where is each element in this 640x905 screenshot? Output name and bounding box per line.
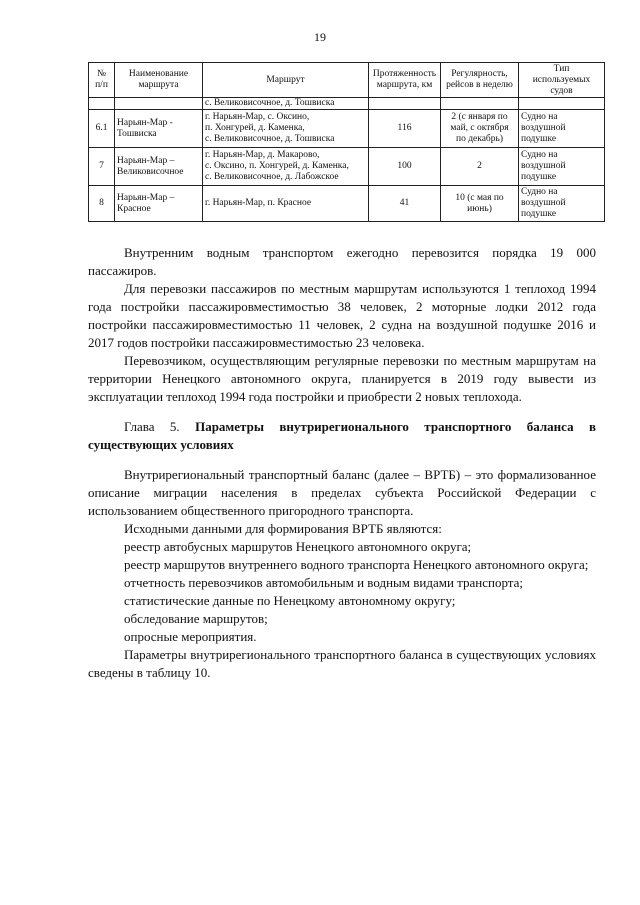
cell-route: г. Нарьян-Мар, п. Красное [203,186,369,222]
chapter-heading [88,418,596,454]
paragraph-passengers: Внутренним водным транспортом ежегодно перевозится порядка 19 000 пассажиров. [88,245,596,278]
table-row [89,148,605,186]
cell-regularity [441,98,519,110]
paragraph-carrier-plans: Перевозчиком, осуществляющим регулярные перевозки по местным маршрутам на территории Ненецкого автономного округа, планируется в 2019 году вывести из эксплуатации теплоход 1994 года постройки и приобрести 2 новых теплохода. [88,353,596,404]
header-num: № п/п [89,63,115,98]
table-row [89,98,605,110]
paragraph-vrtb-definition: Внутрирегиональный транспортный баланс (далее – ВРТБ) – это формализованное описание миграции населения в пределах субъекта Российской Федерации с использованием общественного пригородного транспорта. [88,467,596,518]
list-item: реестр автобусных маршрутов Ненецкого автономного округа; [124,539,472,554]
header-vessel: Тип используемых судов [519,63,605,98]
cell-num: 6.1 [89,110,115,148]
cell-regularity: 2 (с января по май, с октября по декабрь) [441,110,519,148]
list-item: отчетность перевозчиков автомобильным и водным видами транспорта; [124,575,524,590]
body-text [88,244,596,682]
cell-name: Нарьян-Мар – Великовисочное [115,148,203,186]
list-item: обследование маршрутов; [124,611,268,626]
cell-regularity: 2 [441,148,519,186]
cell-name: Нарьян-Мар – Красное [115,186,203,222]
header-name: Наименование маршрута [115,63,203,98]
header-route: Маршрут [203,63,369,98]
cell-vessel: Судно на воздушной подушке [519,110,605,148]
paragraph-table-reference: Параметры внутрирегионального транспортного баланса в существующих условиях сведены в таблицу 10. [88,647,596,680]
header-regularity: Регулярность, рейсов в неделю [441,63,519,98]
cell-route: с. Великовисочное, д. Тошвиска [203,98,369,110]
list-item: опросные мероприятия. [124,629,257,644]
page-number: 19 [314,30,326,44]
cell-name [115,98,203,110]
cell-num: 8 [89,186,115,222]
paragraph-vessels: Для перевозки пассажиров по местным маршрутам используются 1 теплоход 1994 года постройки пассажировместимостью 38 человек, 2 моторные лодки 2012 года постройки пассажировместимостью 11 человек, 2 судна на воздушной подушке 2016 и 2017 годов постройки пассажировместимостью 23 человека. [88,281,596,350]
cell-name: Нарьян-Мар - Тошвиска [115,110,203,148]
table-row [89,110,605,148]
cell-length: 100 [369,148,441,186]
cell-vessel: Судно на воздушной подушке [519,186,605,222]
cell-num [89,98,115,110]
cell-route: г. Нарьян-Мар, д. Макарово, с. Оксино, п. Хонгурей, д. Каменка, с. Великовисочное, д. Лабожское [203,148,369,186]
list-item: статистические данные по Ненецкому автономному округу; [124,593,456,608]
header-length: Протяженность маршрута, км [369,63,441,98]
table-header-row [89,63,605,98]
cell-length [369,98,441,110]
cell-route: г. Нарьян-Мар, с. Оксино, п. Хонгурей, д. Каменка, с. Великовисочное, д. Тошвиска [203,110,369,148]
cell-length: 41 [369,186,441,222]
table-row [89,186,605,222]
cell-num: 7 [89,148,115,186]
chapter-prefix: Глава 5. [124,419,196,434]
list-item: реестр маршрутов внутреннего водного транспорта Ненецкого автономного округа; [124,557,589,572]
chapter-title: Параметры внутрирегионального транспортного баланса в существующих условиях [88,419,596,452]
cell-vessel: Судно на воздушной подушке [519,148,605,186]
paragraph-source-data-intro: Исходными данными для формирования ВРТБ являются: [124,521,442,536]
routes-table [88,62,605,222]
cell-regularity: 10 (с мая по июнь) [441,186,519,222]
cell-vessel [519,98,605,110]
cell-length: 116 [369,110,441,148]
